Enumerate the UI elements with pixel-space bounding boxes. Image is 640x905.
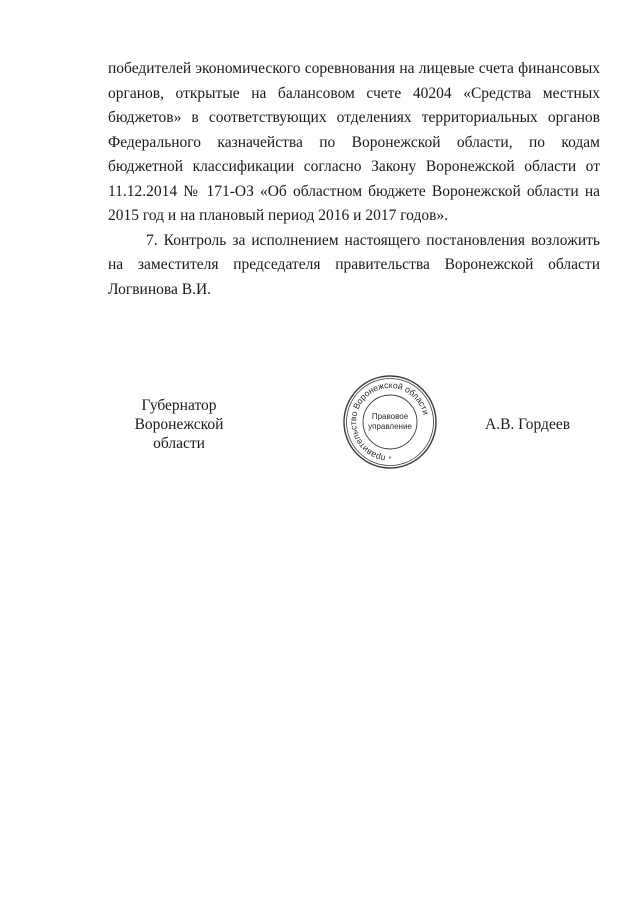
official-stamp (335, 372, 445, 472)
signatory-title-line1: Губернатор (141, 397, 217, 414)
document-body (108, 57, 600, 302)
stamp-ring-text: правительство Воронежской области (347, 379, 432, 464)
signatory-title-line2: Воронежской области (134, 416, 224, 452)
stamp-center-line1: Правовое (371, 412, 409, 421)
paragraph-7: 7. Контроль за исполнением настоящего постановления возложить на заместителя председателя правительства Воронежской области Логвинова В.И. (108, 231, 600, 298)
paragraph-continuation: победителей экономического соревнования на лицевые счета финансовых органов, открытые на балансовом счете 40204 «Средства местных бюджетов» в соответствующих отделениях территориальных органов Федерального казначейства по Воронежской области, по кодам бюджетной классификации согласно Закону Воронежской области от 11.12.2014 № 171-ОЗ «Об областном бюджете Воронежской области на 2015 год и на плановый период 2016 и 2017 годов». (108, 60, 600, 224)
signatory-title (108, 396, 250, 453)
stamp-center-line2: управление (368, 422, 412, 431)
signatory-name: А.В. Гордеев (485, 416, 571, 433)
stamp-star: * (388, 456, 392, 463)
